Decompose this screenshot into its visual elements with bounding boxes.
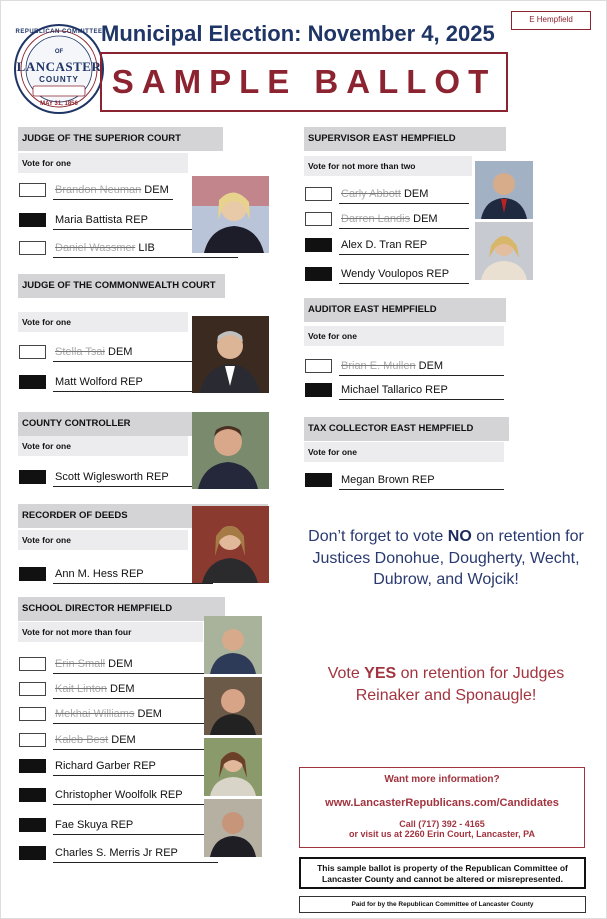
retention-yes-text-1: Vote bbox=[327, 665, 365, 682]
candidate-photo-ann-hess bbox=[192, 506, 269, 583]
candidate-name-text: Maria Battista bbox=[55, 214, 123, 226]
candidate-party: DEM bbox=[141, 184, 169, 196]
candidate-photo-charles-merris bbox=[204, 799, 262, 857]
candidate-row-wendy-voulopos bbox=[305, 267, 475, 287]
info-url-link[interactable]: www.LancasterRepublicans.com/Candidates bbox=[325, 797, 559, 809]
candidate-underline bbox=[339, 228, 469, 229]
candidate-photo-christopher-woolfolk bbox=[204, 677, 262, 735]
ballot-oval-checkbox[interactable] bbox=[19, 470, 46, 484]
candidate-party: REP bbox=[156, 789, 183, 801]
candidate-name bbox=[55, 242, 155, 254]
race-title-recorder-of-deeds: RECORDER OF DEEDS bbox=[18, 504, 268, 528]
retention-yes-text-2: on retention for Judges Reinaker and Sponaugle! bbox=[355, 665, 565, 704]
vote-instruction: Vote for not more than four bbox=[18, 622, 203, 642]
candidate-name-text: Charles S. Merris Jr bbox=[55, 847, 153, 859]
candidate-photo-richard-garber bbox=[204, 616, 262, 674]
retention-no-text-2: on retention for Justices Donohue, Dougherty, Wecht, Dubrow, and Wojcik! bbox=[312, 528, 584, 589]
candidate-name bbox=[55, 683, 134, 695]
candidate-underline bbox=[53, 673, 218, 674]
candidate-row-charles-s-merris-jr bbox=[19, 846, 224, 866]
ballot-oval-checkbox[interactable] bbox=[305, 359, 332, 373]
candidate-name bbox=[55, 471, 169, 483]
candidate-underline bbox=[53, 775, 218, 776]
candidate-underline bbox=[53, 391, 213, 392]
candidate-name bbox=[55, 214, 148, 226]
seal-county-text: COUNTY bbox=[39, 75, 79, 84]
candidate-party: DEM bbox=[415, 360, 444, 372]
candidate-name-text: Megan Brown bbox=[341, 474, 409, 486]
candidate-name bbox=[55, 658, 133, 670]
retention-no-bold: NO bbox=[447, 528, 472, 545]
candidate-party: DEM bbox=[400, 188, 429, 200]
candidate-row-alex-d-tran bbox=[305, 238, 475, 258]
candidate-row-christopher-woolfolk bbox=[19, 788, 224, 808]
retention-yes-bold: YES bbox=[364, 665, 397, 682]
candidate-underline bbox=[339, 489, 504, 490]
candidate-name bbox=[55, 708, 162, 720]
candidate-party: DEM bbox=[108, 734, 136, 746]
candidate-name-text: Scott Wiglesworth bbox=[55, 471, 144, 483]
retention-yes-message bbox=[301, 663, 591, 706]
ballot-oval-checkbox[interactable] bbox=[19, 788, 46, 802]
candidate-row-darren-landis bbox=[305, 212, 475, 232]
page-title: Municipal Election: November 4, 2025 bbox=[101, 21, 495, 46]
candidate-photo-wendy-voulopos bbox=[475, 222, 533, 280]
candidate-row-michael-tallarico bbox=[305, 383, 510, 403]
candidate-row-megan-brown bbox=[305, 473, 510, 493]
candidate-name bbox=[55, 760, 156, 772]
candidate-party: DEM bbox=[104, 346, 133, 358]
candidate-party: REP bbox=[143, 471, 169, 483]
ballot-oval-checkbox[interactable] bbox=[19, 846, 46, 860]
ballot-oval-checkbox[interactable] bbox=[19, 241, 46, 255]
candidate-party: REP bbox=[422, 384, 448, 396]
candidate-row-scott-wiglesworth bbox=[19, 470, 219, 490]
candidate-name-text: Erin Small bbox=[55, 658, 106, 670]
candidate-name bbox=[55, 568, 144, 580]
candidate-name bbox=[341, 384, 448, 396]
candidate-row-maria-battista bbox=[19, 213, 209, 233]
ballot-oval-checkbox[interactable] bbox=[19, 213, 46, 227]
race-title-judge-of-the-superior-court: JUDGE OF THE SUPERIOR COURT bbox=[18, 127, 223, 151]
candidate-name-text: Alex D. Tran bbox=[341, 239, 402, 251]
candidate-party: DEM bbox=[134, 708, 162, 720]
property-notice: This sample ballot is property of the Republican Committee of Lancaster County and cannot be altered or misrepresented. bbox=[299, 857, 586, 889]
ballot-oval-checkbox[interactable] bbox=[305, 187, 332, 201]
vote-instruction: Vote for one bbox=[304, 326, 504, 346]
ballot-oval-checkbox[interactable] bbox=[19, 707, 46, 721]
candidate-name bbox=[55, 789, 183, 801]
race-title-county-controller: COUNTY CONTROLLER bbox=[18, 412, 193, 436]
candidate-underline bbox=[53, 804, 218, 805]
vote-instruction: Vote for one bbox=[18, 312, 188, 332]
candidate-party: REP bbox=[152, 847, 178, 859]
ballot-oval-checkbox[interactable] bbox=[19, 567, 46, 581]
retention-no-text-1: Don’t forget to vote bbox=[308, 528, 448, 545]
candidate-name-text: Richard Garber bbox=[55, 760, 131, 772]
candidate-name-text: Matt Wolford bbox=[55, 376, 118, 388]
candidate-row-richard-garber bbox=[19, 759, 224, 779]
candidate-photo-matt-wolford bbox=[192, 316, 269, 393]
info-box bbox=[299, 767, 585, 848]
candidate-party: DEM bbox=[106, 683, 135, 695]
candidate-party: REP bbox=[122, 214, 148, 226]
retention-no-message bbox=[301, 526, 591, 591]
candidate-name-text: Ann M. Hess bbox=[55, 568, 118, 580]
candidate-row-erin-small bbox=[19, 657, 224, 677]
seal-date-text: MAY 31, 1856 bbox=[40, 101, 78, 107]
candidate-row-matt-wolford bbox=[19, 375, 219, 395]
candidate-party: DEM bbox=[105, 658, 133, 670]
ballot-oval-checkbox[interactable] bbox=[19, 375, 46, 389]
ballot-oval-checkbox[interactable] bbox=[305, 212, 332, 226]
ballot-oval-checkbox[interactable] bbox=[19, 345, 46, 359]
candidate-name bbox=[341, 360, 443, 372]
committee-seal-logo bbox=[13, 23, 105, 115]
candidate-name-text: Daniel Wassmer bbox=[55, 242, 136, 254]
candidate-name-text: Fae Skuya bbox=[55, 819, 108, 831]
sample-ballot-banner: SAMPLE BALLOT bbox=[100, 52, 508, 112]
candidate-name bbox=[341, 239, 427, 251]
ballot-oval-checkbox[interactable] bbox=[19, 818, 46, 832]
vote-instruction: Vote for one bbox=[18, 153, 188, 173]
candidate-name-text: Mekhai Williams bbox=[55, 708, 135, 720]
race-title-tax-collector-east-hempfield: TAX COLLECTOR EAST HEMPFIELD bbox=[304, 417, 509, 441]
seal-top-text: REPUBLICAN COMMITTEE bbox=[15, 29, 103, 35]
race-title-judge-of-the-commonwealth-court: JUDGE OF THE COMMONWEALTH COURT bbox=[18, 274, 225, 298]
district-tag: E Hempfield bbox=[511, 11, 591, 30]
info-heading: Want more information? bbox=[384, 774, 500, 785]
ballot-oval-checkbox[interactable] bbox=[19, 733, 46, 747]
candidate-underline bbox=[53, 698, 218, 699]
candidate-party: REP bbox=[423, 268, 450, 280]
candidate-underline bbox=[53, 486, 213, 487]
candidate-underline bbox=[53, 862, 218, 863]
candidate-name-text: Brian E. Mullen bbox=[341, 360, 416, 372]
candidate-row-carly-abbott bbox=[305, 187, 475, 207]
candidate-row-kaleb-best bbox=[19, 733, 224, 753]
candidate-underline bbox=[339, 254, 469, 255]
candidate-underline bbox=[339, 203, 469, 204]
candidate-party: DEM bbox=[410, 213, 438, 225]
candidate-photo-alex-tran bbox=[475, 161, 533, 219]
vote-instruction: Vote for one bbox=[304, 442, 504, 462]
candidate-underline bbox=[53, 723, 218, 724]
candidate-name-text: Michael Tallarico bbox=[341, 384, 423, 396]
candidate-underline bbox=[53, 749, 218, 750]
candidate-party: LIB bbox=[135, 242, 155, 254]
candidate-name bbox=[341, 188, 428, 200]
candidate-party: REP bbox=[130, 760, 156, 772]
candidate-name bbox=[55, 847, 178, 859]
candidate-row-ann-m-hess bbox=[19, 567, 219, 587]
candidate-underline bbox=[53, 257, 238, 258]
ballot-oval-checkbox[interactable] bbox=[19, 657, 46, 671]
candidate-underline bbox=[53, 229, 203, 230]
candidate-name bbox=[55, 734, 136, 746]
candidate-underline bbox=[53, 834, 218, 835]
ballot-oval-checkbox[interactable] bbox=[305, 383, 332, 397]
ballot-oval-checkbox[interactable] bbox=[305, 473, 332, 487]
ballot-oval-checkbox[interactable] bbox=[305, 267, 332, 281]
candidate-photo-fae-skuya bbox=[204, 738, 262, 796]
candidate-underline bbox=[339, 375, 504, 376]
candidate-name-text: Christopher Woolfolk bbox=[55, 789, 157, 801]
candidate-name bbox=[341, 474, 435, 486]
ballot-oval-checkbox[interactable] bbox=[305, 238, 332, 252]
candidate-underline bbox=[53, 199, 173, 200]
ballot-oval-checkbox[interactable] bbox=[19, 183, 46, 197]
candidate-underline bbox=[53, 583, 213, 584]
candidate-party: REP bbox=[117, 568, 144, 580]
candidate-underline bbox=[339, 283, 469, 284]
candidate-underline bbox=[339, 399, 504, 400]
info-address: or visit us at 2260 Erin Court, Lancaster, PA bbox=[349, 829, 535, 839]
candidate-name-text: Brandon Neuman bbox=[55, 184, 142, 196]
candidate-row-kait-linton bbox=[19, 682, 224, 702]
candidate-row-mekhai-williams bbox=[19, 707, 224, 727]
candidate-name bbox=[55, 184, 169, 196]
candidate-name bbox=[55, 346, 132, 358]
candidate-name bbox=[341, 268, 449, 280]
race-title-school-director-hempfield: SCHOOL DIRECTOR HEMPFIELD bbox=[18, 597, 225, 621]
candidate-name bbox=[55, 376, 143, 388]
candidate-name-text: Wendy Voulopos bbox=[341, 268, 424, 280]
candidate-row-brandon-neuman bbox=[19, 183, 179, 203]
candidate-name bbox=[55, 819, 133, 831]
ballot-oval-checkbox[interactable] bbox=[19, 682, 46, 696]
candidate-party: REP bbox=[408, 474, 435, 486]
vote-instruction: Vote for one bbox=[18, 530, 188, 550]
candidate-photo-scott-wiglesworth bbox=[192, 412, 269, 489]
seal-of-text: OF bbox=[54, 49, 64, 55]
vote-instruction: Vote for not more than two bbox=[304, 156, 472, 176]
candidate-party: REP bbox=[401, 239, 428, 251]
candidate-name bbox=[341, 213, 438, 225]
info-phone: Call (717) 392 - 4165 bbox=[399, 819, 485, 829]
candidate-name-text: Stella Tsai bbox=[55, 346, 105, 358]
candidate-name-text: Kait Linton bbox=[55, 683, 107, 695]
candidate-row-brian-e-mullen bbox=[305, 359, 510, 379]
candidate-name-text: Carly Abbott bbox=[341, 188, 401, 200]
seal-main-text: LANCASTER bbox=[16, 59, 102, 74]
candidate-row-stella-tsai bbox=[19, 345, 219, 365]
vote-instruction: Vote for one bbox=[18, 436, 188, 456]
candidate-photo-maria-battista bbox=[192, 176, 269, 253]
race-title-auditor-east-hempfield: AUDITOR EAST HEMPFIELD bbox=[304, 298, 506, 322]
paid-for-notice: Paid for by the Republican Committee of Lancaster County bbox=[299, 896, 586, 913]
candidate-party: REP bbox=[107, 819, 134, 831]
candidate-party: REP bbox=[117, 376, 143, 388]
candidate-row-fae-skuya bbox=[19, 818, 224, 838]
candidate-name-text: Kaleb Best bbox=[55, 734, 109, 746]
ballot-oval-checkbox[interactable] bbox=[19, 759, 46, 773]
candidate-underline bbox=[53, 361, 213, 362]
race-title-supervisor-east-hempfield: SUPERVISOR EAST HEMPFIELD bbox=[304, 127, 506, 151]
candidate-name-text: Darren Landis bbox=[341, 213, 411, 225]
